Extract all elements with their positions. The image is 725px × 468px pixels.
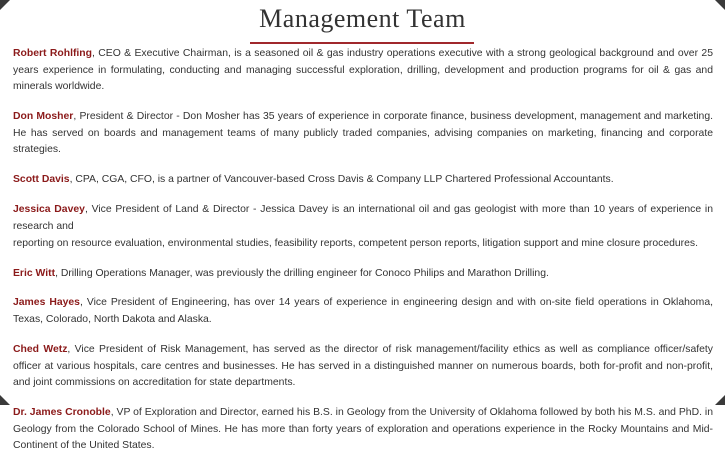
page-title: Management Team [259, 4, 466, 33]
member-description: , President & Director - Don Mosher has 35 years of experience in corporate finance, business development, management and marketing. He has served on boards and management teams of many publicly traded companies, advising companies on marketing, financing and corporate strategies. [13, 111, 713, 156]
member-description: , Vice President of Land & Director - Jessica Davey is an international oil and gas geologist with more than 10 years of experience in research and [13, 204, 713, 232]
member-name: James Hayes [13, 297, 80, 309]
bio-james-cronoble [13, 405, 713, 455]
member-description: , CPA, CGA, CFO, is a partner of Vancouver-based Cross Davis & Company LLP Chartered Professional Accountants. [69, 174, 614, 186]
member-description-continued: reporting on resource evaluation, environmental studies, feasibility reports, competent person reports, litigation support and mine closure procedures. [13, 237, 698, 249]
member-description: , CEO & Executive Chairman, is a seasoned oil & gas industry operations executive with a strong geological background and over 25 years experience in formulating, conducting and managing successful exploration, drilling, development and production programs for oil & gas and minerals worldwide. [13, 48, 713, 93]
member-name: Scott Davis [13, 174, 70, 186]
title-underline [250, 42, 474, 44]
bio-robert-rohlfing [13, 46, 713, 96]
member-description: , VP of Exploration and Director, earned his B.S. in Geology from the University of Oklahoma followed by both his M.S. and PhD. in Geology from the Colorado School of Mines. He has more than forty years of exploration and operations experience in the Rocky Mountains and Mid-Continent of the United States. [13, 407, 713, 452]
member-name: Dr. James Cronoble [13, 407, 111, 419]
member-name: Eric Witt [13, 267, 56, 279]
corner-decoration [715, 395, 725, 405]
member-name: Jessica Davey [13, 204, 85, 216]
corner-decoration [0, 395, 10, 405]
bio-jessica-davey [13, 202, 713, 252]
member-description: , Vice President of Risk Management, has served as the director of risk management/facility ethics as well as compliance officer/safety officer at various hospitals, care centres and businesses. He has served in a distinguished manner on numerous boards, both for-profit and non-profit, and joint commissions on accreditation for state departments. [13, 344, 713, 389]
bio-don-mosher [13, 109, 713, 159]
bio-james-hayes [13, 295, 713, 328]
member-description: , Drilling Operations Manager, was previously the drilling engineer for Conoco Philips and Marathon Drilling. [55, 267, 549, 279]
bio-scott-davis [13, 172, 713, 189]
member-description: , Vice President of Engineering, has over 14 years of experience in engineering design and with on-site field operations in Oklahoma, Texas, Colorado, North Dakota and Alaska. [13, 297, 713, 326]
member-name: Ched Wetz [13, 344, 68, 356]
bio-eric-witt [13, 266, 713, 283]
bio-ched-wetz [13, 342, 713, 392]
member-name: Don Mosher [13, 111, 74, 123]
member-name: Robert Rohlfing [13, 48, 92, 59]
